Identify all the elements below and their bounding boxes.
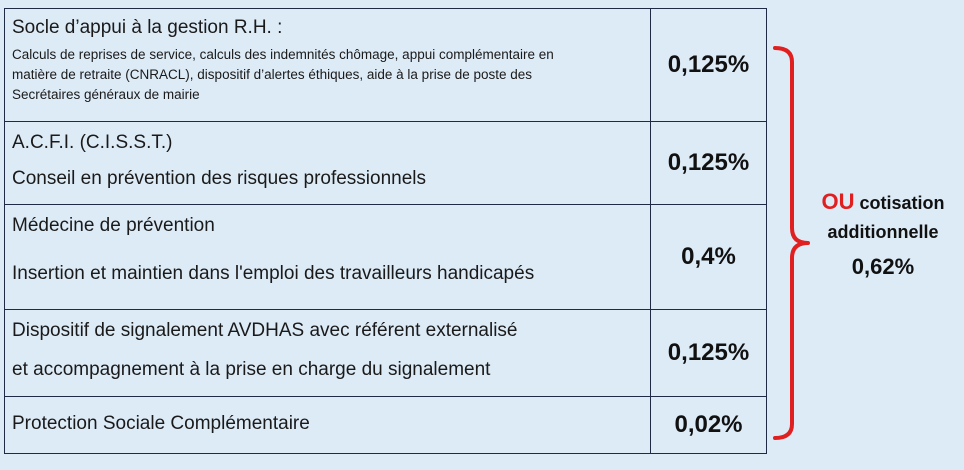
row-title: A.C.F.I. (C.I.S.S.T.): [12, 132, 173, 153]
row-subtitle: Insertion et maintien dans l'emploi des travailleurs handicapés: [12, 263, 535, 284]
description-cell: [5, 310, 651, 397]
ou-label: OU: [821, 189, 855, 214]
row-detail-line: Calculs de reprises de service, calculs des indemnités chômage, appui complémentaire en: [12, 47, 554, 62]
row-title: Dispositif de signalement AVDHAS avec référent externalisé: [12, 320, 518, 341]
row-title: Socle d’appui à la gestion R.H. :: [12, 17, 283, 38]
row-title: Médecine de prévention: [12, 215, 215, 236]
rate-cell: 0,125%: [651, 310, 767, 397]
row-title: Protection Sociale Complémentaire: [12, 413, 310, 434]
description-cell: [5, 397, 651, 454]
additional-contribution-note: [808, 188, 958, 287]
right-curly-brace: [772, 44, 812, 442]
description-cell: [5, 122, 651, 205]
table-row: [5, 397, 767, 454]
table-row: [5, 205, 767, 310]
row-detail-line: Secrétaires généraux de mairie: [12, 87, 200, 102]
note-line-1: [808, 188, 958, 217]
row-subtitle: Conseil en prévention des risques professionnels: [12, 168, 427, 189]
additionnelle-label: additionnelle: [827, 222, 939, 242]
rate-cell: 0,125%: [651, 122, 767, 205]
table-row: [5, 122, 767, 205]
cotisation-label: cotisation: [854, 193, 945, 213]
table-row: [5, 9, 767, 122]
rate-cell: 0,125%: [651, 9, 767, 122]
row-subtitle: et accompagnement à la prise en charge du signalement: [12, 359, 491, 380]
row-detail-line: matière de retraite (CNRACL), dispositif d’alertes éthiques, aide à la prise de poste des: [12, 67, 533, 82]
contribution-rates-table: [4, 8, 767, 454]
rate-cell: 0,4%: [651, 205, 767, 310]
additional-rate-value: 0,62%: [851, 254, 915, 279]
rate-cell: 0,02%: [651, 397, 767, 454]
description-cell: [5, 9, 651, 122]
description-cell: [5, 205, 651, 310]
table-row: [5, 310, 767, 397]
